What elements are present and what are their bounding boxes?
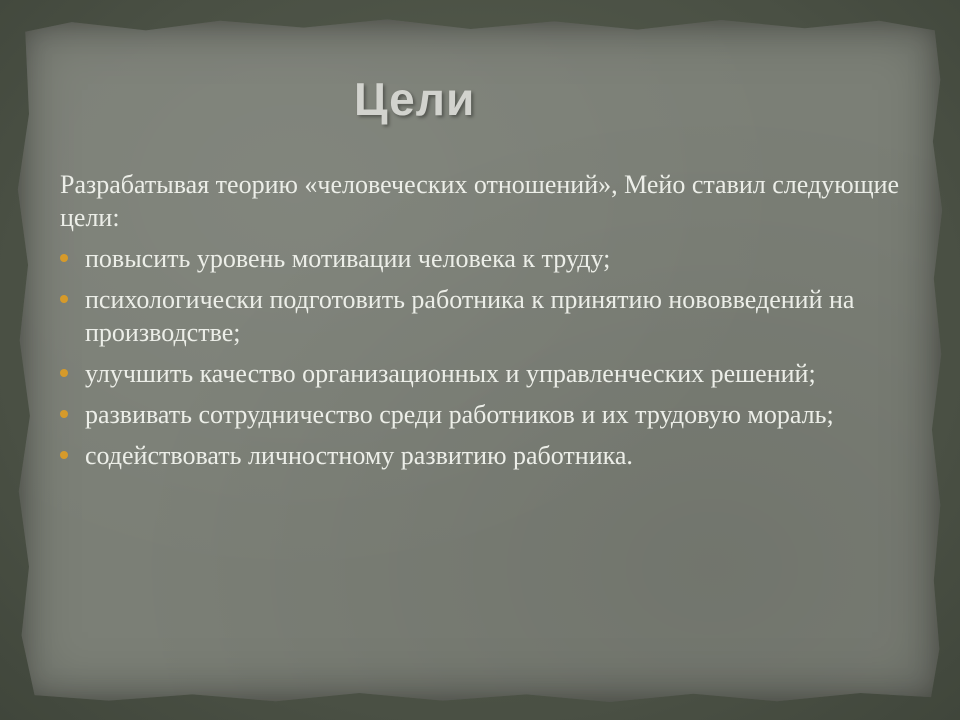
intro-paragraph bbox=[60, 168, 920, 234]
bullet-dot-icon bbox=[60, 451, 68, 459]
list-item-text: содействовать личностному развитию работника. bbox=[85, 441, 633, 470]
list-item bbox=[60, 439, 920, 472]
bullet-dot-icon bbox=[60, 369, 68, 377]
list-item-text: психологически подготовить работника к принятию нововведений на производстве; bbox=[85, 285, 855, 347]
list-item-text: развивать сотрудничество среди работников и их трудовую мораль; bbox=[85, 400, 834, 429]
list-item-text: повысить уровень мотивации человека к труду; bbox=[85, 244, 611, 273]
bullet-dot-icon bbox=[60, 295, 68, 303]
slide-title: Цели bbox=[354, 73, 476, 125]
intro-text: Разрабатывая теорию «человеческих отношений», Мейо ставил следующие цели: bbox=[60, 170, 900, 232]
list-item bbox=[60, 242, 920, 275]
bullet-dot-icon bbox=[60, 254, 68, 262]
goals-list bbox=[60, 242, 920, 472]
list-item bbox=[60, 357, 920, 390]
list-item bbox=[60, 283, 920, 349]
list-item bbox=[60, 398, 920, 431]
list-item-text: улучшить качество организационных и управленческих решений; bbox=[85, 359, 816, 388]
bullet-dot-icon bbox=[60, 410, 68, 418]
slide-content bbox=[60, 168, 920, 480]
